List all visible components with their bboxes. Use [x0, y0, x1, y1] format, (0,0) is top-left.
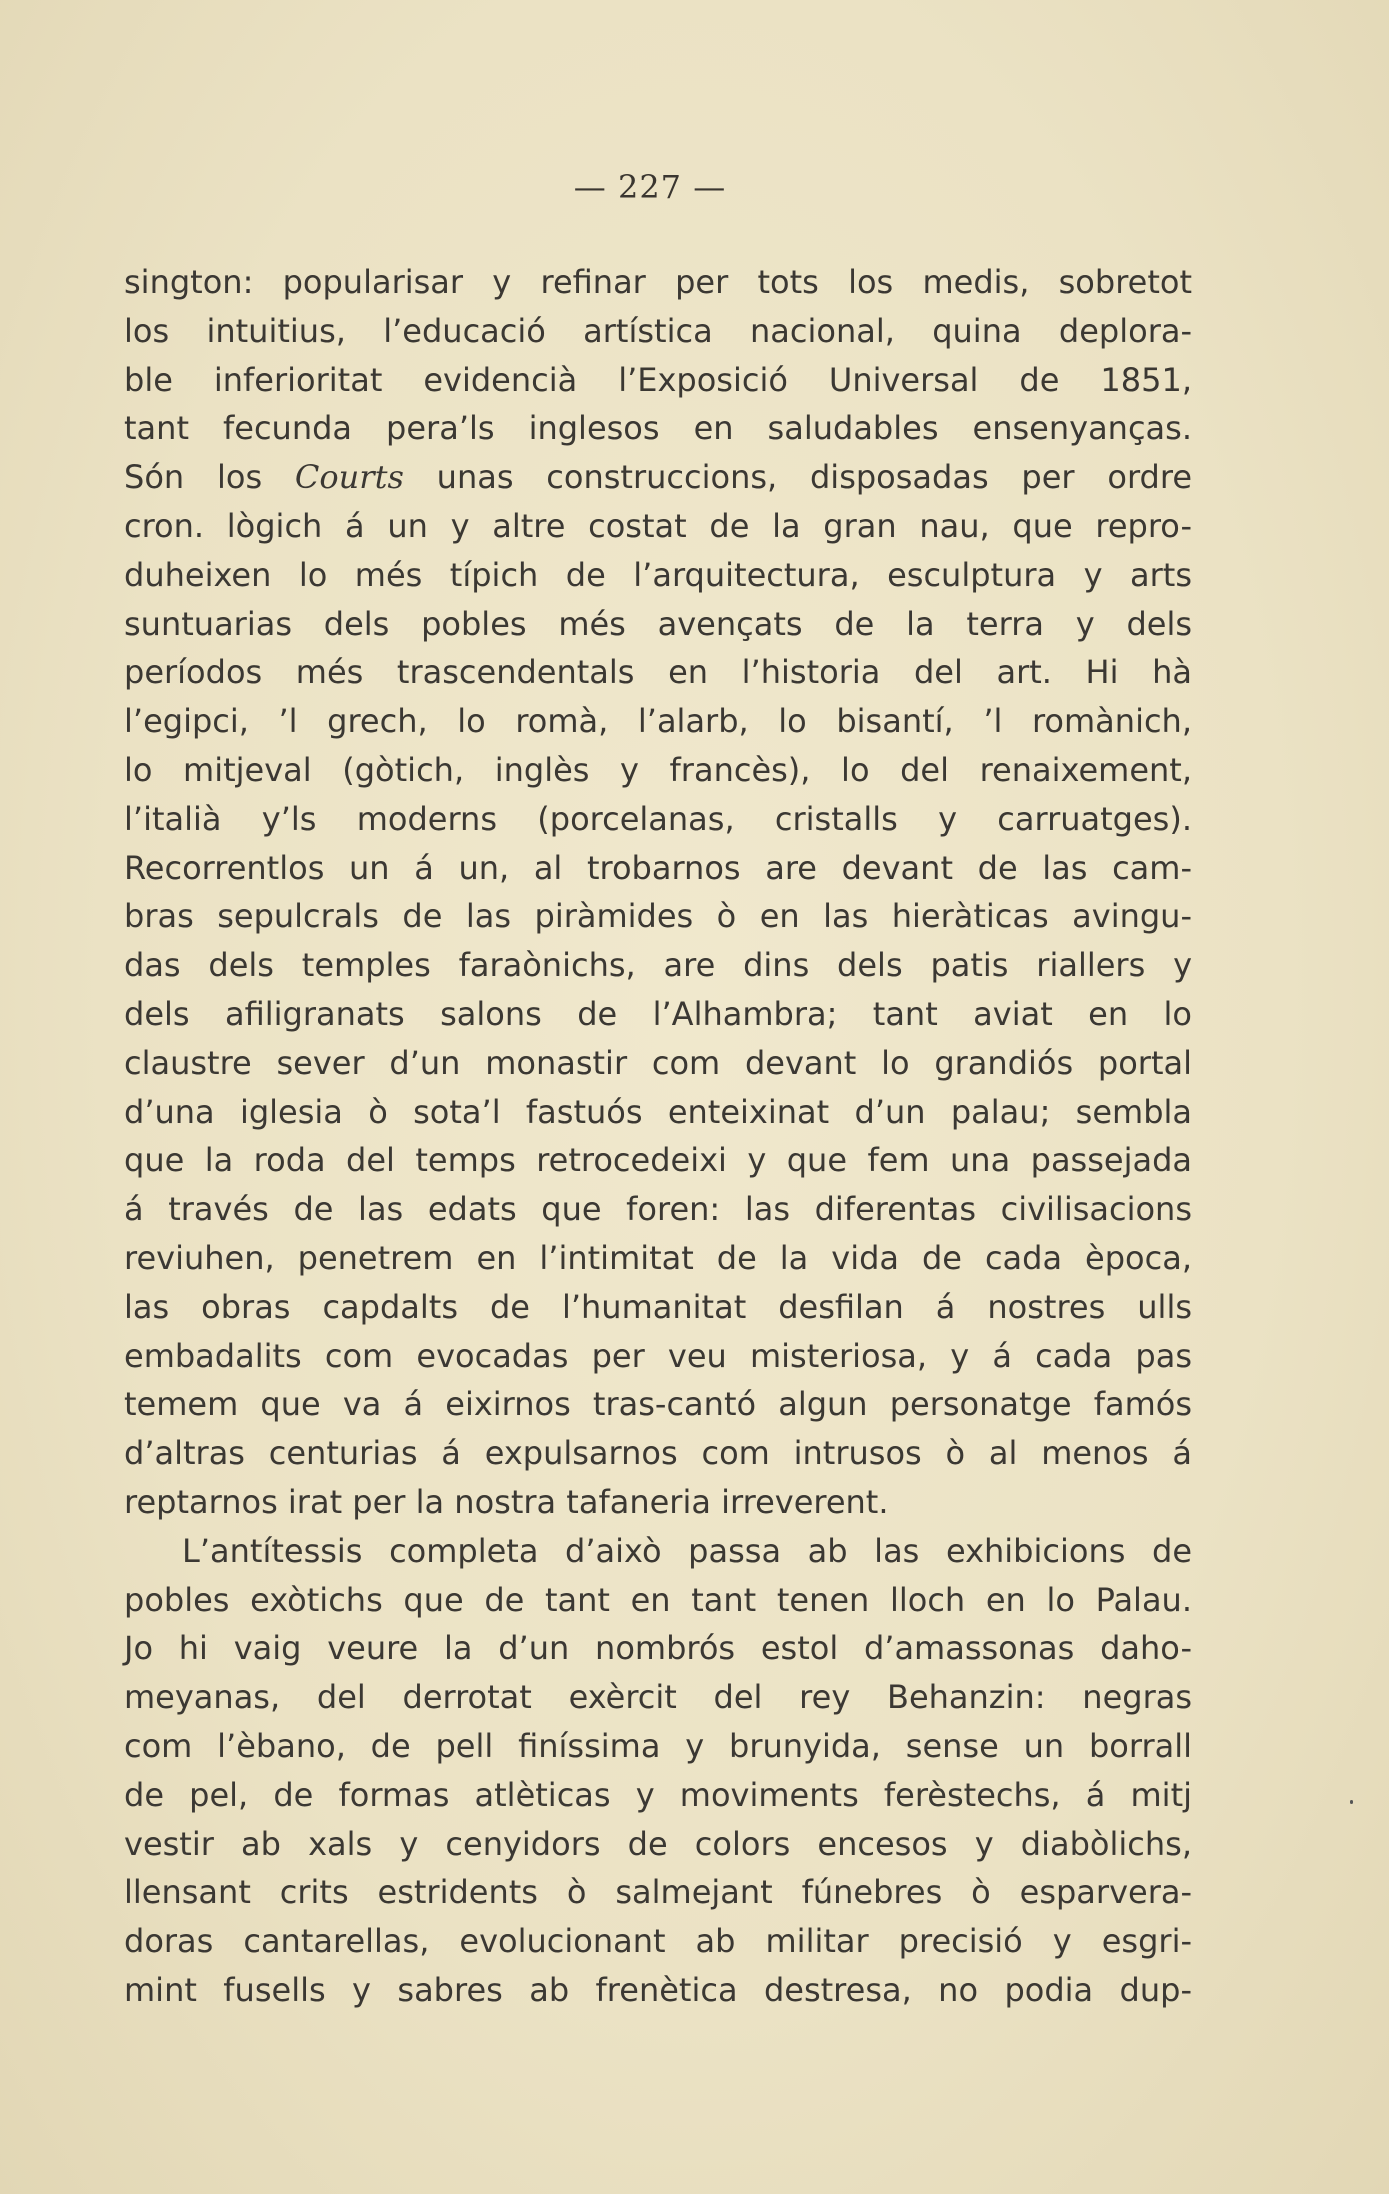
text-line: mint fusells y sabres ab frenètica destresa, no podia dup-: [124, 1970, 1192, 2009]
text-line: embadalits com evocadas per veu misteriosa, y á cada pas: [124, 1336, 1192, 1375]
text-line: de pel, de formas atlèticas y moviments ferèstechs, á mitj: [124, 1775, 1192, 1814]
text-line: á través de las edats que foren: las diferentas civilisacions: [124, 1190, 1192, 1229]
text-line: temem que va á eixirnos tras-cantó algun personatge famós: [124, 1385, 1192, 1424]
page-number: — 227 —: [573, 168, 727, 206]
text-line: llensant crits estridents ò salmejant fúnebres ò esparvera-: [124, 1873, 1192, 1912]
text-line: que la roda del temps retrocedeixi y que fem una passejada: [124, 1141, 1192, 1180]
text-line: sington: popularisar y refinar per tots los medis, sobretot: [124, 263, 1192, 301]
text-line: l’egipci, ’l grech, lo romà, l’alarb, lo bisantí, ’l romànich,: [124, 702, 1192, 741]
text-line: los intuitius, l’educació artística nacional, quina deplora-: [124, 311, 1192, 350]
text-line: suntuarias dels pobles més avençats de la terra y dels: [124, 604, 1192, 643]
text-line: lo mitjeval (gòtich, inglès y francès), lo del renaixement,: [124, 750, 1192, 789]
text-line: [124, 453, 1192, 502]
ink-speck: [1350, 1800, 1353, 1804]
text-line: L’antítessis completa d’això passa ab las exhibicions de: [182, 1531, 1192, 1570]
text-line: tant fecunda pera’ls inglesos en saludables ensenyanças.: [124, 409, 1192, 448]
text-line: meyanas, del derrotat exèrcit del rey Behanzin: negras: [124, 1678, 1192, 1717]
text-line: dels afiligranats salons de l’Alhambra; tant aviat en lo: [124, 994, 1192, 1033]
text-line: das dels temples faraònichs, are dins dels patis riallers y: [124, 946, 1192, 985]
text-segment: Són los: [124, 458, 295, 497]
text-line: cron. lògich á un y altre costat de la gran nau, que repro-: [124, 506, 1192, 545]
text-line: reviuhen, penetrem en l’intimitat de la vida de cada època,: [124, 1238, 1192, 1277]
text-line: pobles exòtichs que de tant en tant tenen lloch en lo Palau.: [124, 1580, 1192, 1619]
body-text: [124, 258, 1192, 2015]
text-line: Jo hi vaig veure la d’un nombrós estol d’amassonas daho-: [124, 1629, 1192, 1668]
text-line: com l’èbano, de pell finíssima y brunyida, sense un borrall: [124, 1726, 1192, 1765]
text-line: d’una iglesia ò sota’l fastuós enteixinat d’un palau; sembla: [124, 1092, 1192, 1131]
italic-term: Courts: [294, 458, 404, 497]
text-line: reptarnos irat per la nostra tafaneria irreverent.: [124, 1482, 889, 1521]
text-line: claustre sever d’un monastir com devant lo grandiós portal: [124, 1043, 1192, 1082]
text-segment: unas construccions, disposadas per ordre: [403, 458, 1193, 497]
text-line: Recorrentlos un á un, al trobarnos are devant de las cam-: [124, 848, 1192, 887]
text-line: vestir ab xals y cenyidors de colors encesos y diabòlichs,: [124, 1824, 1192, 1863]
text-line: las obras capdalts de l’humanitat desfilan á nostres ulls: [124, 1287, 1192, 1326]
text-line: doras cantarellas, evolucionant ab militar precisió y esgri-: [124, 1922, 1192, 1961]
text-line: d’altras centurias á expulsarnos com intrusos ò al menos á: [124, 1434, 1192, 1473]
text-line: ble inferioritat evidencià l’Exposició Universal de 1851,: [124, 360, 1192, 399]
text-line: l’italià y’ls moderns (porcelanas, cristalls y carruatges).: [124, 799, 1192, 838]
text-line: períodos més trascendentals en l’historia del art. Hi hà: [124, 653, 1192, 692]
text-line: duheixen lo més típich de l’arquitectura, esculptura y arts: [124, 555, 1192, 594]
text-line: bras sepulcrals de las piràmides ò en las hieràticas avingu-: [124, 897, 1192, 936]
